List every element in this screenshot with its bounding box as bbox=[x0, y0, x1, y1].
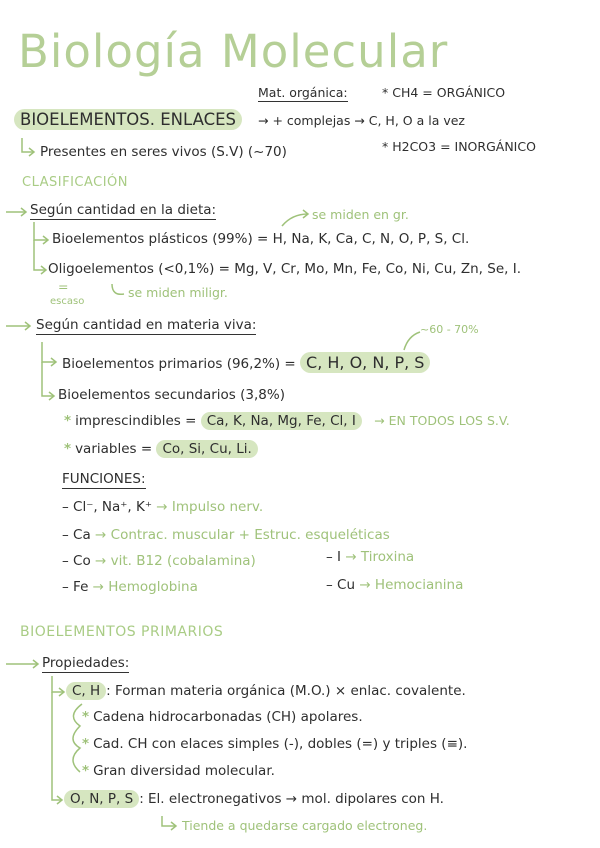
onps-row: O, N, P, S : El. electronegativos → mol. dipolares con H. bbox=[64, 792, 444, 808]
imprescindibles-row: * imprescindibles = Ca, K, Na, Mg, Fe, Cl, I → EN TODOS LOS S.V. bbox=[64, 413, 510, 429]
funciones-heading: FUNCIONES: bbox=[62, 471, 146, 487]
ch-row: C, H : Forman materia orgánica (M.O.) × enlac. covalente. bbox=[66, 684, 466, 700]
bullet-2: * Cad. CH con elaces simples (-), dobles (=) y triples (≡). bbox=[82, 736, 468, 752]
escaso-note: escaso bbox=[50, 296, 85, 307]
funcion-4: – I → Tiroxina bbox=[326, 549, 415, 565]
miden-gr-note: se miden en gr. bbox=[312, 207, 409, 222]
funcion-6: – Cu → Hemocianina bbox=[326, 577, 464, 593]
funcion-3: – Co → vit. B12 (cobalamina) bbox=[62, 553, 256, 569]
mat-line-3: * H2CO3 = INORGÁNICO bbox=[382, 139, 536, 154]
section-heading-bioelementos: BIOELEMENTOS. ENLACES bbox=[14, 111, 242, 130]
tiende-note: Tiende a quedarse cargado electroneg. bbox=[182, 818, 428, 833]
clasificacion-heading: CLASIFICACIÓN bbox=[22, 175, 129, 190]
page-title: Biología Molecular bbox=[18, 25, 449, 78]
propiedades-heading: Propiedades: bbox=[42, 655, 130, 671]
funcion-5: – Fe → Hemoglobina bbox=[62, 579, 198, 595]
pct-note: ~60 - 70% bbox=[420, 323, 479, 336]
oligo-text: Oligoelementos (<0,1%) = Mg, V, Cr, Mo, Mn, Fe, Co, Ni, Cu, Zn, Se, I. bbox=[48, 261, 521, 277]
bullet-1: * Cadena hidrocarbonadas (CH) apolares. bbox=[82, 709, 363, 725]
mat-organica-label: Mat. orgánica: bbox=[258, 85, 348, 100]
mat-line-2: → + complejas → C, H, O a la vez bbox=[258, 113, 465, 128]
dieta-heading: Según cantidad en la dieta: bbox=[30, 202, 217, 218]
presentes-text: Presentes en seres vivos (S.V) (~70) bbox=[40, 144, 287, 160]
secundarios-text: Bioelementos secundarios (3,8%) bbox=[58, 387, 285, 403]
plasticos-text: Bioelementos plásticos (99%) = H, Na, K, Ca, C, N, O, P, S, Cl. bbox=[52, 231, 470, 247]
funcion-1: – Cl⁻, Na⁺, K⁺ → Impulso nerv. bbox=[62, 499, 264, 515]
escaso-eq: = bbox=[58, 279, 69, 294]
primarios-row: Bioelementos primarios (96,2%) = C, H, O, N, P, S bbox=[62, 354, 430, 373]
materia-heading: Según cantidad en materia viva: bbox=[36, 317, 257, 333]
primarios-heading: BIOELEMENTOS PRIMARIOS bbox=[20, 624, 224, 640]
bullet-3: * Gran diversidad molecular. bbox=[82, 763, 275, 779]
variables-row: * variables = Co, Si, Cu, Li. bbox=[64, 442, 258, 458]
miden-mg-note: se miden miligr. bbox=[128, 285, 228, 300]
mat-line-1: * CH4 = ORGÁNICO bbox=[382, 85, 506, 100]
funcion-2: – Ca → Contrac. muscular + Estruc. esqueléticas bbox=[62, 527, 390, 543]
